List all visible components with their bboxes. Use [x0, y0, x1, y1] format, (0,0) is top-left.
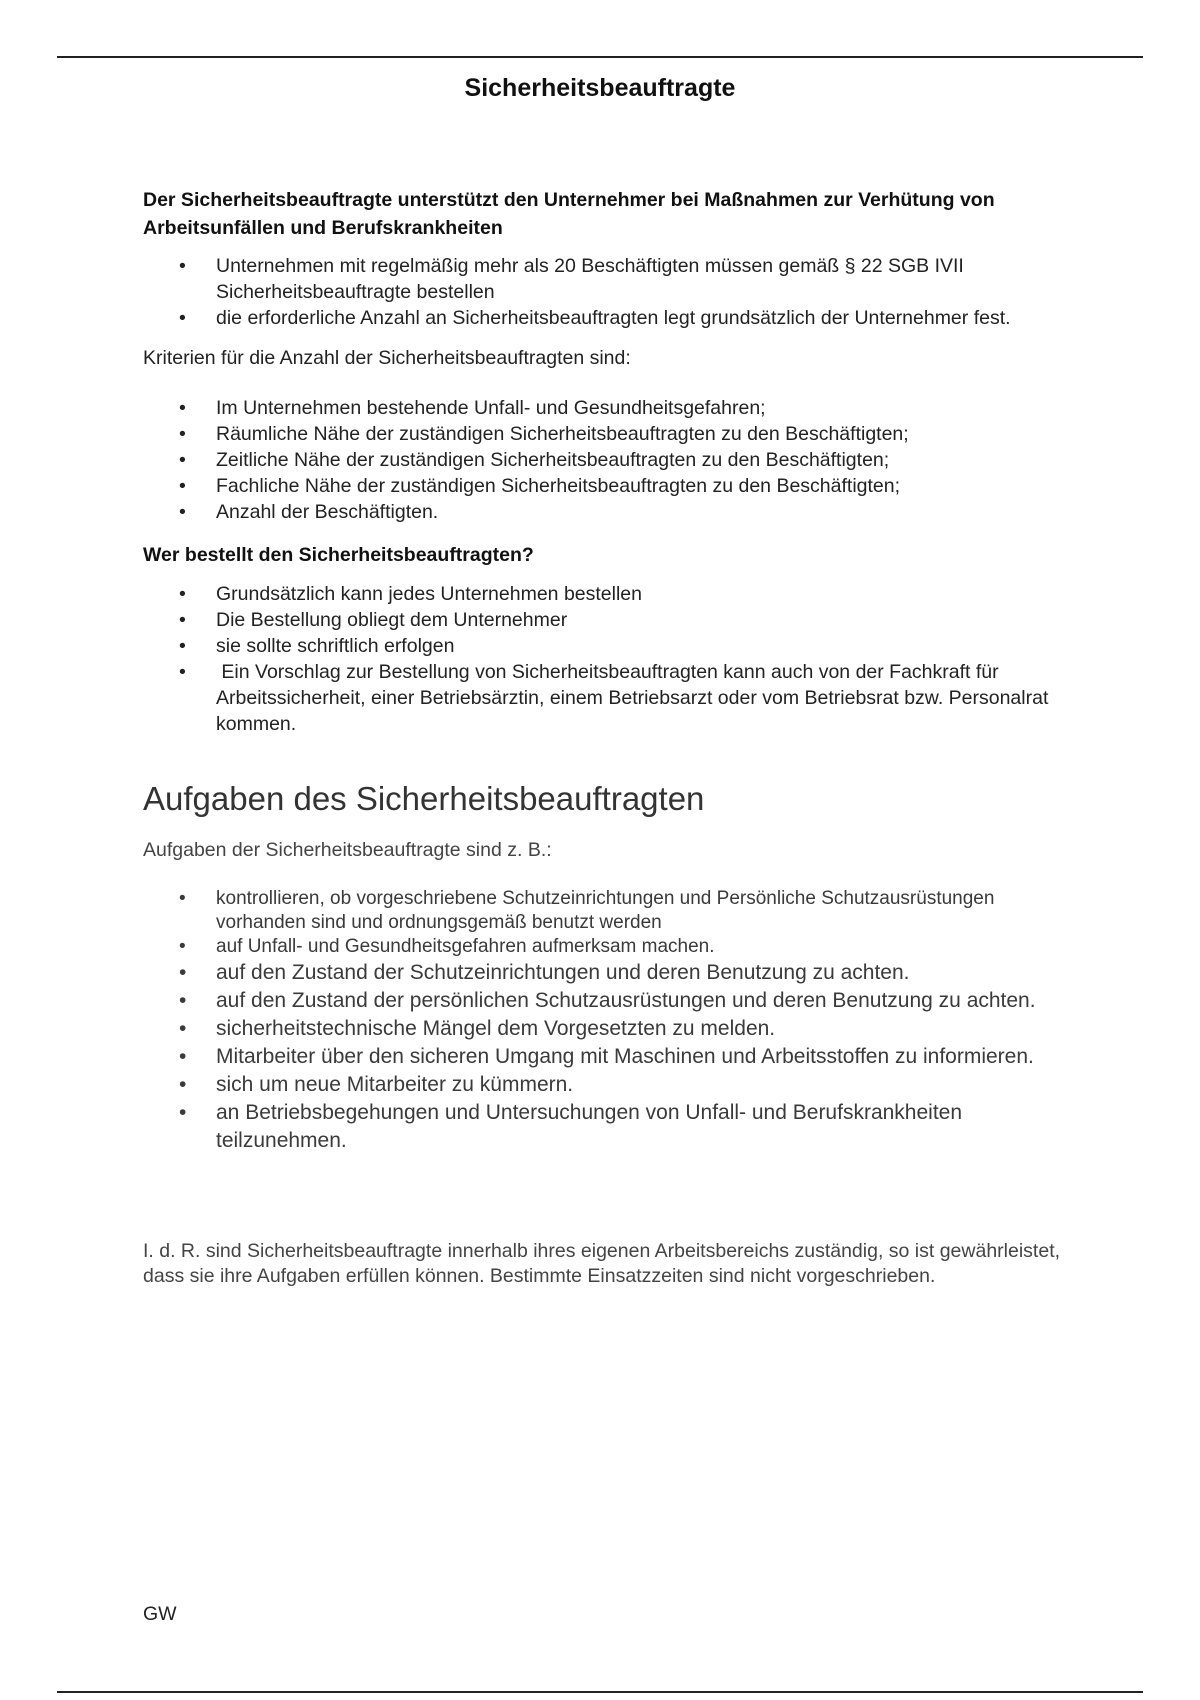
list-item [143, 473, 1063, 499]
criteria-intro: Kriterien für die Anzahl der Sicherheitsbeauftragten sind: [143, 347, 631, 369]
list-item-text: sich um neue Mitarbeiter zu kümmern. [216, 1073, 574, 1096]
tasks-heading: Aufgaben des Sicherheitsbeauftragten [143, 780, 705, 817]
bullet-icon: • [179, 307, 186, 329]
list-item-text: Im Unternehmen bestehende Unfall- und Gesundheitsgefahren; [216, 397, 766, 419]
bullet-icon: • [179, 888, 186, 909]
bullet-icon: • [179, 609, 186, 631]
list-item-text: Fachliche Nähe der zuständigen Sicherheitsbeauftragten zu den Beschäftigten; [216, 475, 901, 497]
bullet-icon: • [179, 635, 186, 657]
bullet-icon: • [179, 475, 186, 497]
list-item [143, 499, 1063, 525]
bottom-rule [57, 1691, 1143, 1693]
list-item [143, 987, 1063, 1015]
bullet-icon: • [179, 449, 186, 471]
who-heading: Wer bestellt den Sicherheitsbeauftragten? [143, 544, 534, 566]
list-item [143, 395, 1063, 421]
list-item [143, 447, 1063, 473]
list-item [143, 253, 1063, 305]
list-item [143, 1043, 1063, 1071]
list-item [143, 1099, 1063, 1155]
intro-list [143, 253, 1063, 331]
list-item-text: an Betriebsbegehungen und Untersuchungen von Unfall- und Berufskrankheiten teilzunehmen. [216, 1101, 963, 1152]
list-item-text: kontrollieren, ob vorgeschriebene Schutzeinrichtungen und Persönliche Schutzausrüstungen vorhanden sind und ordnungsgemäß benutzt werden [216, 888, 995, 933]
list-item-text: Mitarbeiter über den sicheren Umgang mit Maschinen und Arbeitsstoffen zu informieren. [216, 1045, 1034, 1068]
document-body [143, 186, 1063, 1289]
bullet-icon: • [179, 1101, 187, 1124]
list-item-text: Anzahl der Beschäftigten. [216, 501, 439, 523]
list-item-text: Die Bestellung obliegt dem Unternehmer [216, 609, 568, 631]
bullet-icon: • [179, 1073, 187, 1096]
list-item [143, 935, 1063, 959]
bullet-icon: • [179, 501, 186, 523]
page-title: Sicherheitsbeauftragte [464, 74, 736, 102]
list-item [143, 581, 1063, 607]
list-item-text: sie sollte schriftlich erfolgen [216, 635, 455, 657]
list-item-text: Unternehmen mit regelmäßig mehr als 20 Beschäftigten müssen gemäß § 22 SGB IVII Sicherheitsbeauftragte bestellen [216, 255, 964, 303]
list-item [143, 633, 1063, 659]
list-item-text: Zeitliche Nähe der zuständigen Sicherheitsbeauftragten zu den Beschäftigten; [216, 449, 890, 471]
list-item-text: sicherheitstechnische Mängel dem Vorgesetzten zu melden. [216, 1017, 776, 1040]
list-item-text: auf Unfall- und Gesundheitsgefahren aufmerksam machen. [216, 936, 715, 957]
list-item-text: Grundsätzlich kann jedes Unternehmen bestellen [216, 583, 643, 605]
bullet-icon: • [179, 423, 186, 445]
list-item [143, 887, 1063, 935]
bullet-icon: • [179, 397, 186, 419]
list-item [143, 305, 1063, 331]
list-item [143, 1071, 1063, 1099]
footer-initials: GW [143, 1603, 177, 1625]
bullet-icon: • [179, 255, 186, 277]
bullet-icon: • [179, 1045, 187, 1068]
list-item-text: die erforderliche Anzahl an Sicherheitsbeauftragten legt grundsätzlich der Unternehmer fest. [216, 307, 1011, 329]
list-item-text: auf den Zustand der Schutzeinrichtungen und deren Benutzung zu achten. [216, 961, 910, 984]
list-item [143, 1015, 1063, 1043]
bullet-icon: • [179, 583, 186, 605]
bullet-icon: • [179, 961, 187, 984]
list-item-text: Räumliche Nähe der zuständigen Sicherheitsbeauftragten zu den Beschäftigten; [216, 423, 909, 445]
list-item [143, 659, 1063, 737]
list-item-text: auf den Zustand der persönlichen Schutzausrüstungen und deren Benutzung zu achten. [216, 989, 1036, 1012]
tasks-list [143, 887, 1063, 1155]
list-item-text: Ein Vorschlag zur Bestellung von Sicherheitsbeauftragten kann auch von der Fachkraft für Arbeitssicherheit, einer Betriebsärztin, einem Betriebsarzt oder vom Betriebsrat bzw. Personalrat kommen. [216, 661, 1054, 735]
list-item [143, 421, 1063, 447]
who-list [143, 581, 1063, 737]
tasks-intro: Aufgaben der Sicherheitsbeauftragte sind z. B.: [143, 839, 552, 861]
bullet-icon: • [179, 936, 186, 957]
bullet-icon: • [179, 1017, 187, 1040]
list-item [143, 959, 1063, 987]
bullet-icon: • [179, 661, 186, 683]
list-item [143, 607, 1063, 633]
intro-heading: Der Sicherheitsbeauftragte unterstützt den Unternehmer bei Maßnahmen zur Verhütung von Arbeitsunfällen und Berufskrankheiten [143, 189, 995, 239]
closing-paragraph: I. d. R. sind Sicherheitsbeauftragte innerhalb ihres eigenen Arbeitsbereichs zuständig, so ist gewährleistet, dass sie ihre Aufgaben erfüllen können. Bestimmte Einsatzzeiten sind nicht vorgeschrieben. [143, 1240, 1061, 1287]
top-rule [57, 56, 1143, 58]
bullet-icon: • [179, 989, 187, 1012]
criteria-list [143, 395, 1063, 525]
